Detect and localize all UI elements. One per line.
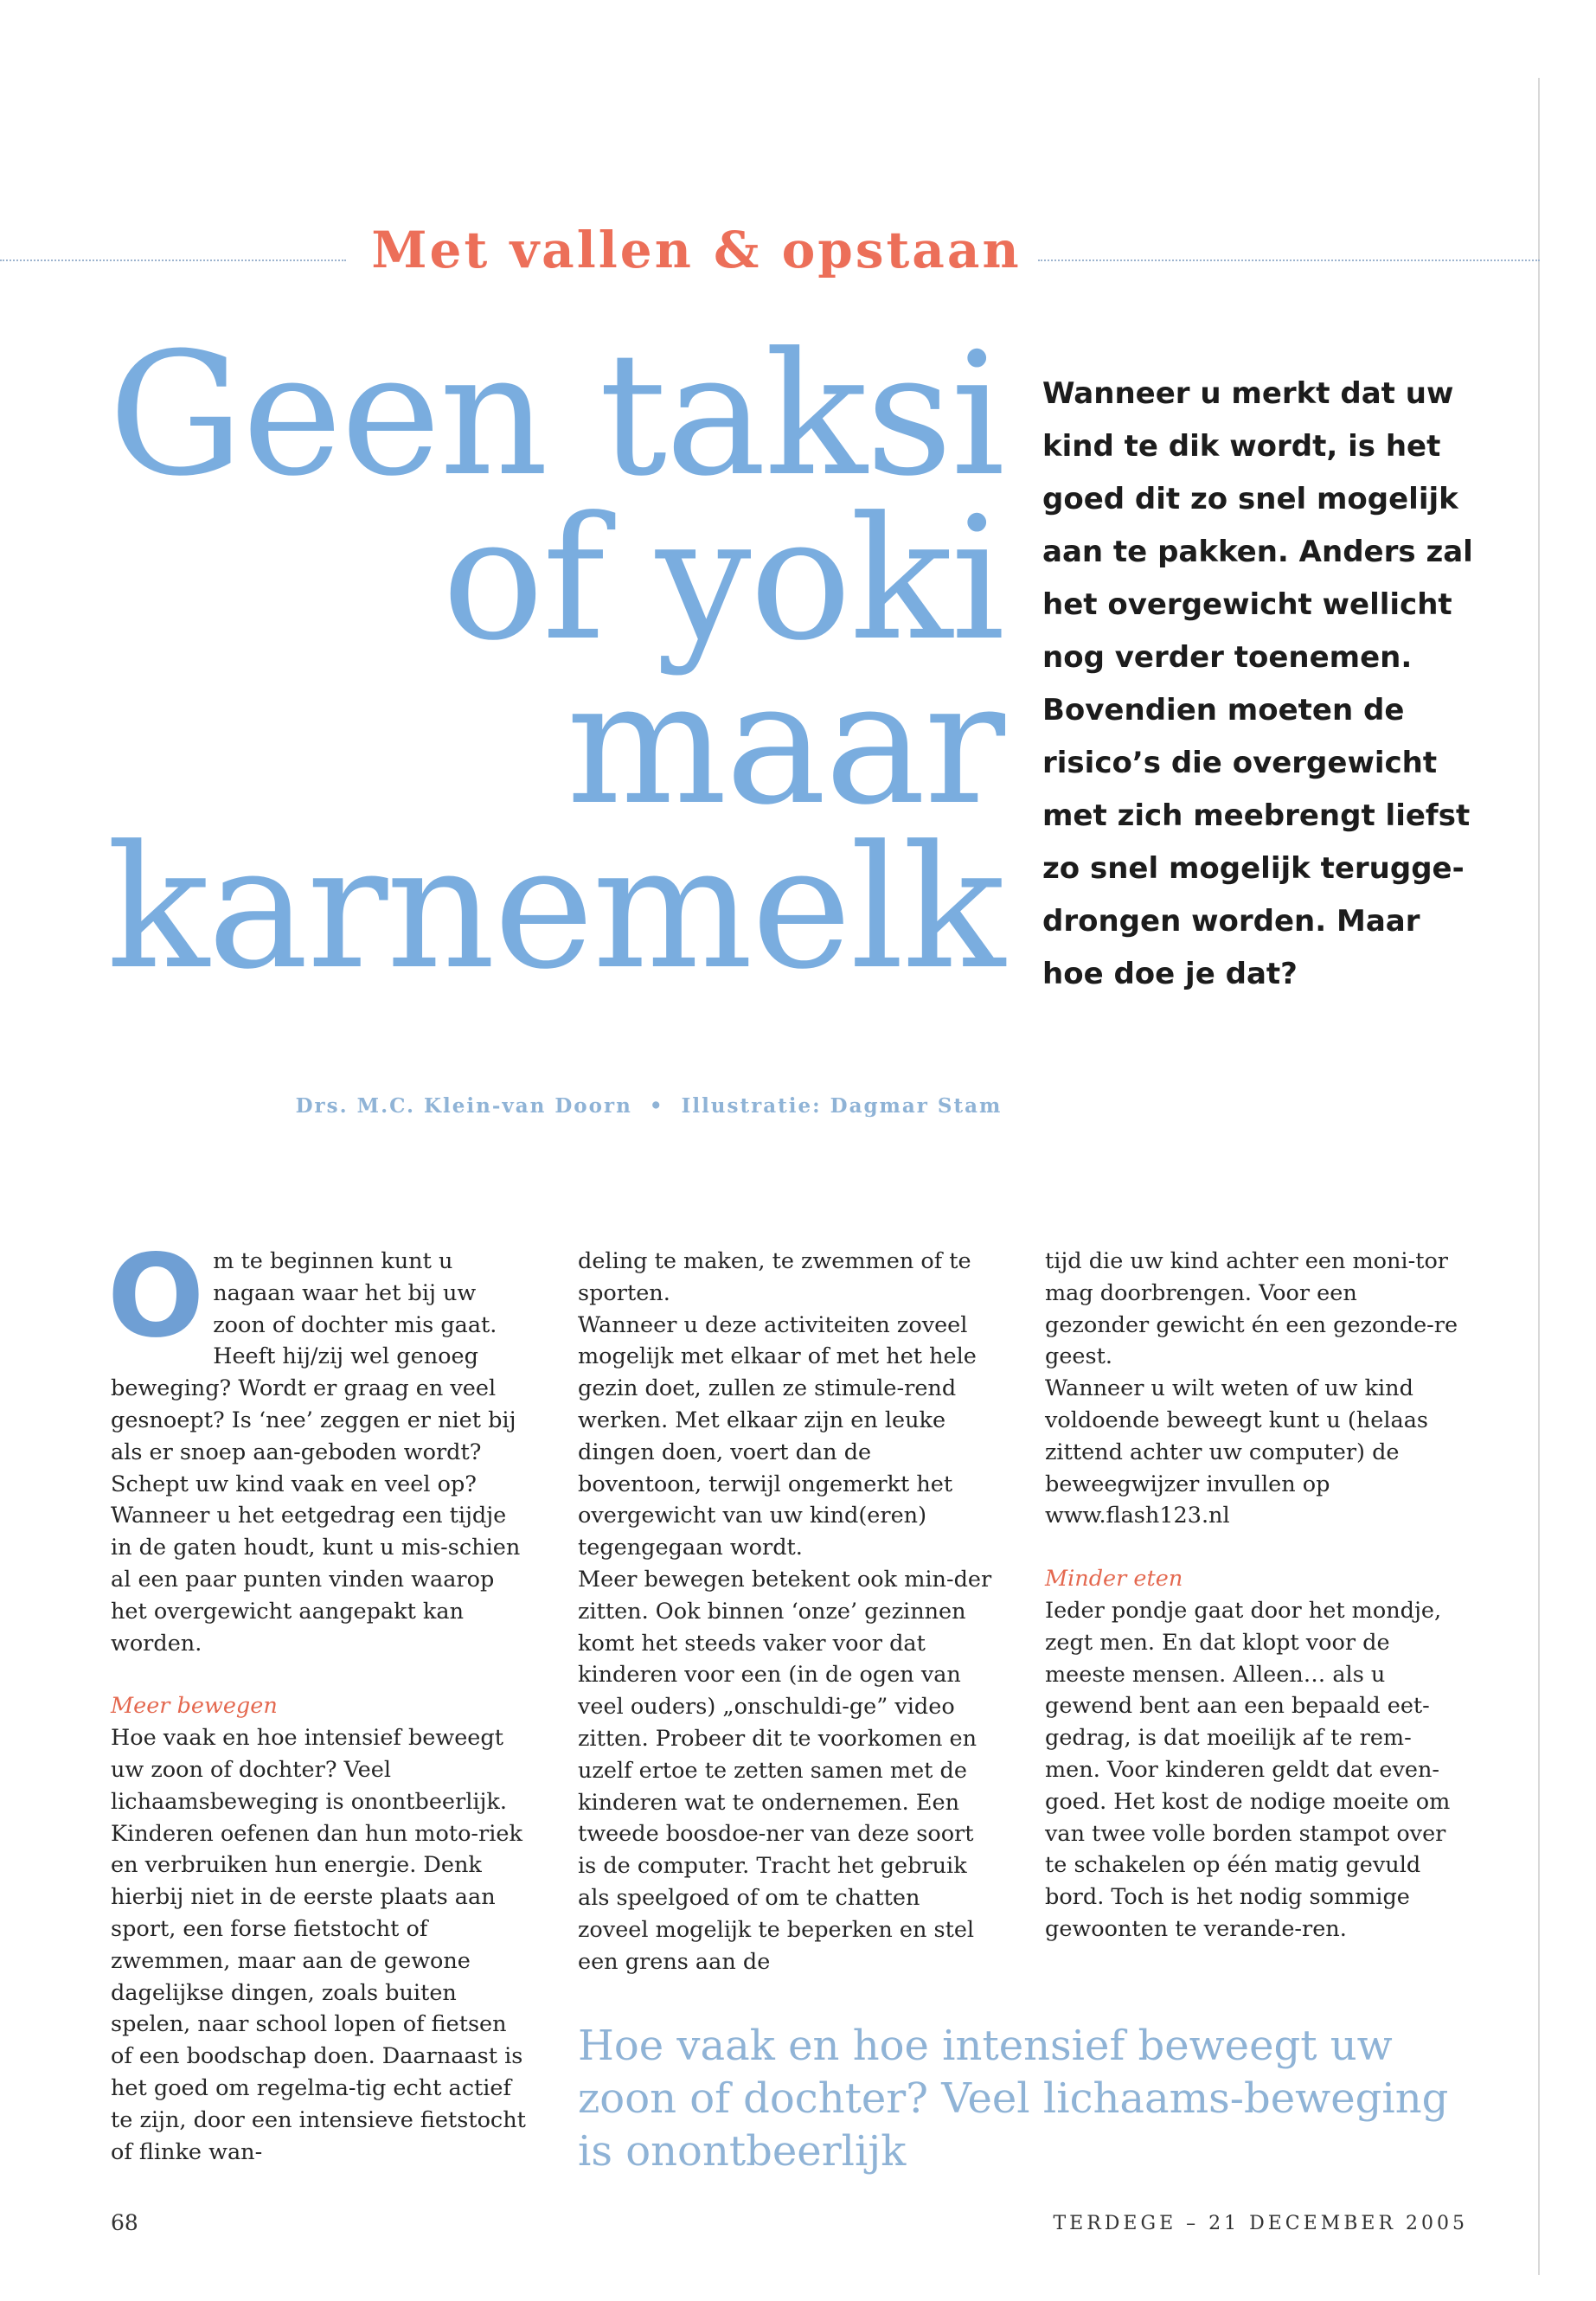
rubric-title: Met vallen & opstaan [371,221,1022,279]
rubric-rule-left [0,260,346,261]
drop-cap: O [107,1230,205,1363]
article-paragraph-1-text: m te beginnen kunt u nagaan waar het bij uw zoon of dochter mis gaat. Heeft hij/zij wel genoeg beweging? Wordt er graag en veel gesnoept? Is ‘nee’ zeggen er niet bij als er snoep aan-geboden wordt? Schept uw kind vaak en veel op? [111,1248,516,1497]
article-paragraph-3b: deling te maken, te zwemmen of te sporten. [578,1248,971,1306]
article-paragraph-5a: Meer bewegen betekent ook min-der zitten. Ook binnen ‘onze’ gezinnen komt het steeds vaker voor dat kinderen voor een (in de ogen van veel ouders) „onschuldi-ge” video zitten. Probeer dit te voorkomen en uzelf ertoe te zetten samen met de kinderen wat te ondernemen. Een tweede boosdoe-ner van deze soort is de computer. Tracht het gebruik als speelgoed of om te chatten zoveel mogelijk te beperken en stel een grens aan de [578,1566,992,1975]
headline [69,317,1003,1007]
article-paragraph-5b: tijd die uw kind achter een moni-tor mag doorbrengen. Voor een gezonder gewicht én een gezonde-re geest. [1045,1248,1458,1370]
article-paragraph-4: Wanneer u deze activiteiten zoveel mogelijk met elkaar of met het hele gezin doet, zullen ze stimule-rend werken. Met elkaar zijn en leuke dingen doen, voert dan de boventoon, terwijl ongemerkt het overgewicht van uw kind(eren) tegengegaan wordt. [578,1311,977,1561]
byline-author: Drs. M.C. Klein-van Doorn [295,1094,632,1118]
subheading-meer-bewegen: Meer bewegen [111,1693,278,1720]
article-column-3 [1045,1246,1465,1945]
headline-line-3: maar [566,645,1003,843]
article-paragraph-1 [107,1230,530,1500]
page-number: 68 [111,2210,138,2235]
subheading-minder-eten: Minder eten [1045,1566,1183,1593]
pull-quote: Hoe vaak en hoe intensief beweegt uw zoon of dochter? Veel lichaams-beweging is onontbeerlijk [578,2022,1449,2176]
headline-line-2: of yoki [441,481,1003,678]
article-paragraph-6: Wanneer u wilt weten of uw kind voldoende beweegt kunt u (helaas zittend achter uw computer) de beweegwijzer invullen op www.flash123.nl [1045,1375,1429,1529]
byline-bullet: • [649,1094,664,1118]
headline-line-4: karnemelk [106,810,1003,1007]
byline [0,1094,1298,1118]
page-edge-line [1538,78,1540,2275]
article-paragraph-3a: Hoe vaak en hoe intensief beweegt uw zoon of dochter? Veel lichaamsbeweging is onontbeerlijk. Kinderen oefenen dan hun moto-riek en verbruiken hun energie. Denk hierbij niet in de eerste plaats aan sport, een forse fietstocht of zwemmen, maar aan de gewone dagelijkse dingen, zoals buiten spelen, naar school lopen of fietsen of een boodschap doen. Daarnaast is het goed om regelma-tig echt actief te zijn, door een intensieve fietstocht of flinke wan- [111,1725,526,2165]
article-paragraph-2: Wanneer u het eetgedrag een tijdje in de gaten houdt, kunt u mis-schien al een paar punten vinden waarop het overgewicht aangepakt kan worden. [111,1503,521,1657]
article-column-1 [107,1230,530,2168]
running-footer: TERDEGE – 21 DECEMBER 2005 [1053,2213,1468,2234]
byline-illustration: Illustratie: Dagmar Stam [681,1094,1003,1118]
rubric-rule-right [1038,260,1540,261]
article-paragraph-7: Ieder pondje gaat door het mondje, zegt men. En dat klopt voor de meeste mensen. Alleen… als u gewend bent aan een bepaald eet-gedrag, is dat moeilijk af te rem-men. Voor kinderen geldt dat even-goed. Het kost de nodige moeite om van twee volle borden stampot over te schakelen op één matig gevuld bord. Toch is het nodig sommige gewoonten te verande-ren. [1045,1597,1451,1942]
intro-paragraph: Wanneer u merkt dat uw kind te dik wordt, is het goed dit zo snel mogelijk aan te pakken. Anders zal het overgewicht wellicht nog verder toenemen. Bovendien moeten de risico’s die overgewicht met zich meebrengt liefst zo snel mogelijk terugge-drongen worden. Maar hoe doe je dat? [1042,376,1473,991]
article-column-2 [578,1246,997,1977]
headline-line-1: Geen taksi [108,317,1003,514]
